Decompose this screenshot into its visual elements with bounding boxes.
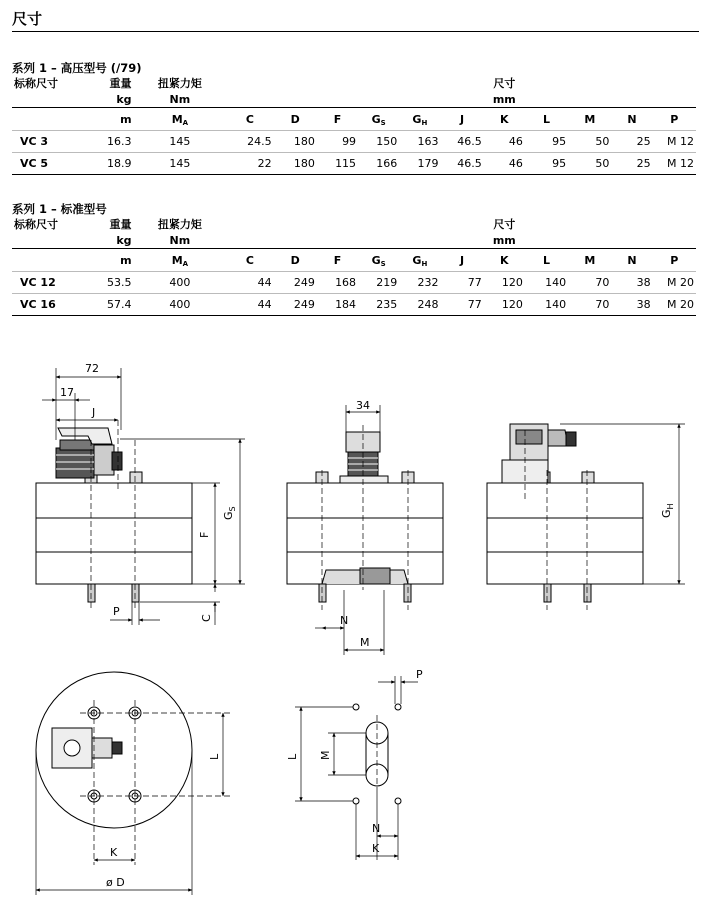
technical-drawing bbox=[0, 340, 711, 900]
cell-gh: 179 bbox=[399, 153, 440, 175]
cell-d: 180 bbox=[274, 153, 317, 175]
dim-34-label: 34 bbox=[356, 399, 370, 412]
cell-n: 38 bbox=[611, 294, 652, 316]
header-torque: 扭紧力矩 bbox=[157, 77, 202, 90]
svg-text:C: C bbox=[200, 614, 213, 622]
cell-ma: 400 bbox=[134, 272, 227, 294]
cell-p: M 12 bbox=[653, 153, 696, 175]
table-row bbox=[12, 153, 696, 175]
cell-ma: 400 bbox=[134, 294, 227, 316]
cell-f: 184 bbox=[317, 294, 358, 316]
cell-n: 25 bbox=[611, 131, 652, 153]
cell-k: 120 bbox=[484, 294, 525, 316]
cell-p: M 20 bbox=[653, 294, 696, 316]
hole-pattern-view bbox=[295, 676, 418, 860]
cell-c: 44 bbox=[226, 272, 273, 294]
symbol-j: J bbox=[440, 108, 483, 131]
dim-c-label bbox=[200, 614, 213, 622]
svg-text:F: F bbox=[198, 531, 211, 538]
dimension-table-standard bbox=[12, 218, 696, 316]
symbol-ma: $M_A$ bbox=[134, 108, 227, 131]
symbol-n: N bbox=[611, 108, 652, 131]
cell-ma: 145 bbox=[134, 131, 227, 153]
dim-l-label-top bbox=[208, 753, 221, 760]
dim-n-label-pattern: N bbox=[372, 822, 381, 835]
symbol-f: F bbox=[317, 108, 358, 131]
header-dims-unit: mm bbox=[492, 234, 516, 247]
cell-size: VC 3 bbox=[12, 131, 74, 153]
cell-gs: 166 bbox=[358, 153, 399, 175]
symbol-gh: $G_H$ bbox=[399, 249, 440, 272]
cell-size: VC 5 bbox=[12, 153, 74, 175]
svg-text:L: L bbox=[208, 753, 221, 760]
symbol-p: P bbox=[653, 249, 696, 272]
symbol-d: D bbox=[274, 249, 317, 272]
dim-gh-label bbox=[660, 503, 675, 518]
symbol-p: P bbox=[653, 108, 696, 131]
symbol-m: m bbox=[74, 108, 134, 131]
cell-m: 16.3 bbox=[74, 131, 134, 153]
dimension-table-high-pressure bbox=[12, 77, 696, 175]
cell-c: 22 bbox=[226, 153, 273, 175]
cell-n: 38 bbox=[611, 272, 652, 294]
dim-72-label: 72 bbox=[85, 362, 99, 375]
header-weight-unit: kg bbox=[116, 93, 132, 106]
cell-mdim: 70 bbox=[568, 294, 611, 316]
section-2-title: 系列 1 – 标准型号 bbox=[12, 202, 107, 216]
dim-m-label-pattern bbox=[319, 751, 332, 761]
cell-gs: 235 bbox=[358, 294, 399, 316]
cell-j: 46.5 bbox=[440, 131, 483, 153]
symbol-m-dim: M bbox=[568, 108, 611, 131]
cell-gs: 219 bbox=[358, 272, 399, 294]
cell-m: 18.9 bbox=[74, 153, 134, 175]
dim-f-label bbox=[198, 532, 211, 538]
symbol-k: K bbox=[484, 108, 525, 131]
dim-17-label: 17 bbox=[60, 386, 74, 399]
svg-text:L: L bbox=[286, 753, 299, 760]
dim-j-label: J bbox=[92, 406, 96, 419]
dim-m-label: M bbox=[360, 636, 370, 649]
dim-n-label: N bbox=[340, 614, 349, 627]
cell-mdim: 70 bbox=[568, 272, 611, 294]
symbol-l: L bbox=[525, 108, 568, 131]
header-weight: 重量 bbox=[109, 218, 132, 231]
cell-c: 24.5 bbox=[226, 131, 273, 153]
symbol-k: K bbox=[484, 249, 525, 272]
cell-k: 46 bbox=[484, 131, 525, 153]
cell-p: M 20 bbox=[653, 272, 696, 294]
symbol-l: L bbox=[525, 249, 568, 272]
cell-n: 25 bbox=[611, 153, 652, 175]
cell-l: 140 bbox=[525, 272, 568, 294]
top-view-circle bbox=[36, 672, 230, 895]
symbol-gs: $G_S$ bbox=[358, 108, 399, 131]
cell-gh: 232 bbox=[399, 272, 440, 294]
header-weight-unit: kg bbox=[116, 234, 132, 247]
dim-k-label-top: K bbox=[110, 846, 118, 859]
cell-mdim: 50 bbox=[568, 153, 611, 175]
svg-text:M: M bbox=[319, 750, 332, 760]
symbol-c: C bbox=[226, 249, 273, 272]
dim-k-label-pattern: K bbox=[372, 842, 380, 855]
cell-size: VC 12 bbox=[12, 272, 74, 294]
cell-j: 46.5 bbox=[440, 153, 483, 175]
front-view-middle bbox=[287, 405, 443, 655]
header-size: 标称尺寸 bbox=[14, 77, 58, 90]
side-view-right bbox=[487, 424, 685, 610]
dim-p-label-pattern: P bbox=[416, 668, 423, 681]
cell-c: 44 bbox=[226, 294, 273, 316]
cell-gh: 248 bbox=[399, 294, 440, 316]
cell-f: 115 bbox=[317, 153, 358, 175]
symbol-n: N bbox=[611, 249, 652, 272]
symbol-c: C bbox=[226, 108, 273, 131]
cell-l: 95 bbox=[525, 153, 568, 175]
symbol-m: m bbox=[74, 249, 134, 272]
table-row bbox=[12, 294, 696, 316]
cell-p: M 12 bbox=[653, 131, 696, 153]
symbol-ma: $M_A$ bbox=[134, 249, 227, 272]
symbol-f: F bbox=[317, 249, 358, 272]
header-dims: 尺寸 bbox=[493, 77, 516, 90]
dim-l-label-pattern bbox=[286, 753, 299, 760]
cell-gh: 163 bbox=[399, 131, 440, 153]
dim-d-label: ø D bbox=[106, 876, 125, 889]
cell-gs: 150 bbox=[358, 131, 399, 153]
svg-text:GS: $G_S$ bbox=[222, 506, 237, 520]
header-torque-unit: Nm bbox=[169, 93, 191, 106]
header-weight: 重量 bbox=[109, 77, 132, 90]
header-torque: 扭紧力矩 bbox=[157, 218, 202, 231]
cell-k: 46 bbox=[484, 153, 525, 175]
cell-mdim: 50 bbox=[568, 131, 611, 153]
symbol-gs: $G_S$ bbox=[358, 249, 399, 272]
header-size: 标称尺寸 bbox=[14, 218, 58, 231]
svg-text:GH: $G_H$ bbox=[660, 503, 675, 518]
symbol-m-dim: M bbox=[568, 249, 611, 272]
cell-ma: 145 bbox=[134, 153, 227, 175]
dim-gs-label bbox=[222, 506, 237, 520]
symbol-gh: $G_H$ bbox=[399, 108, 440, 131]
header-dims: 尺寸 bbox=[493, 218, 516, 231]
section-1-title: 系列 1 – 高压型号 (/79) bbox=[12, 61, 142, 75]
cell-d: 180 bbox=[274, 131, 317, 153]
cell-k: 120 bbox=[484, 272, 525, 294]
header-torque-unit: Nm bbox=[169, 234, 191, 247]
table-row bbox=[12, 131, 696, 153]
cell-f: 168 bbox=[317, 272, 358, 294]
symbol-d: D bbox=[274, 108, 317, 131]
cell-j: 77 bbox=[440, 294, 483, 316]
dim-p-label: P bbox=[113, 605, 120, 618]
cell-m: 53.5 bbox=[74, 272, 134, 294]
cell-size: VC 16 bbox=[12, 294, 74, 316]
page-title: 尺寸 bbox=[12, 10, 43, 28]
cell-d: 249 bbox=[274, 272, 317, 294]
cell-f: 99 bbox=[317, 131, 358, 153]
cell-j: 77 bbox=[440, 272, 483, 294]
symbol-j: J bbox=[440, 249, 483, 272]
header-dims-unit: mm bbox=[492, 93, 516, 106]
cell-l: 95 bbox=[525, 131, 568, 153]
title-divider bbox=[12, 31, 699, 32]
cell-m: 57.4 bbox=[74, 294, 134, 316]
cell-d: 249 bbox=[274, 294, 317, 316]
table-row bbox=[12, 272, 696, 294]
side-view-left bbox=[36, 368, 245, 625]
cell-l: 140 bbox=[525, 294, 568, 316]
